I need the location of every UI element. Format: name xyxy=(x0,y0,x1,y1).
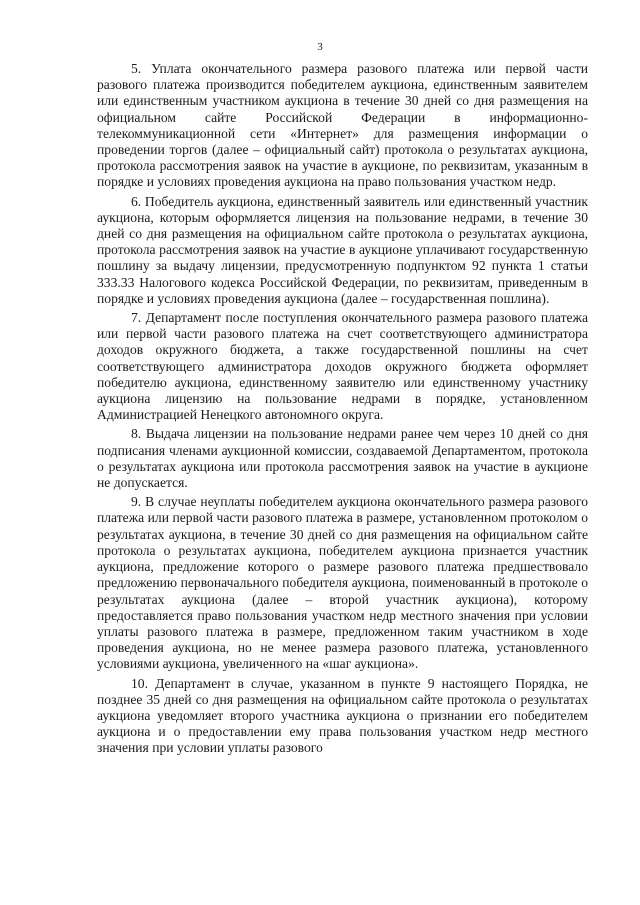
paragraph-9: 9. В случае неуплаты победителем аукциона окончательного размера разового платежа или первой части разового платежа в размере, установленном протоколом о результатах аукциона, в течение 30 дней со дня размещения на официальном сайте протокола о результатах аукциона, победителем аукциона признается участник аукциона, предложение которого о размере разового платежа предшествовало предложению первоначального победителя аукциона, поименованный в протоколе о результатах аукциона (далее – второй участник аукциона), которому предоставляется право пользования участком недр местного значения при условии уплаты разового платежа в размере, предложенном таким участником в ходе проведения аукциона, но не менее размера разового платежа, установленного условиями аукциона, увеличенного на «шаг аукциона». xyxy=(97,494,588,672)
page-number: 3 xyxy=(317,41,323,53)
paragraph-7: 7. Департамент после поступления окончательного размера разового платежа или первой части разового платежа на счет соответствующего администратора доходов окружного бюджета, а также государственной пошлины на счет соответствующего администратора доходов окружного бюджета оформляет победителю аукциона, единственному заявителю или единственному участнику аукциона лицензию на пользование недрами в порядке, установленном Администрацией Ненецкого автономного округа. xyxy=(97,310,588,423)
paragraph-6: 6. Победитель аукциона, единственный заявитель или единственный участник аукциона, которым оформляется лицензия на пользование недрами, в течение 30 дней со дня размещения на официальном сайте протокола о результатах аукциона, протокола рассмотрения заявок на участие в аукционе уплачивают государственную пошлину за выдачу лицензии, предусмотренную подпунктом 92 пункта 1 статьи 333.33 Налогового кодекса Российской Федерации, по реквизитам, приведенным в порядке и условиях проведения аукциона (далее – государственная пошлина). xyxy=(97,193,588,306)
document-body xyxy=(97,61,588,760)
paragraph-10: 10. Департамент в случае, указанном в пункте 9 настоящего Порядка, не позднее 35 дней со дня размещения на официальном сайте протокола о результатах аукциона уведомляет второго участника аукциона о признании его победителем аукциона и о предоставлении ему права пользования участком недр местного значения при условии уплаты разового xyxy=(97,675,588,756)
paragraph-8: 8. Выдача лицензии на пользование недрами ранее чем через 10 дней со дня подписания членами аукционной комиссии, создаваемой Департаментом, протокола о результатах аукциона или протокола рассмотрения заявок на участие в аукционе не допускается. xyxy=(97,426,588,491)
paragraph-5: 5. Уплата окончательного размера разового платежа или первой части разового платежа производится победителем аукциона, единственным заявителем или единственным участником аукциона в течение 30 дней со дня размещения на официальном сайте Российской Федерации в информационно-телекоммуникационной сети «Интернет» для размещения информации о проведении торгов (далее – официальный сайт) протокола о результатах аукциона, протокола рассмотрения заявок на участие в аукционе, по реквизитам, указанным в порядке и условиях проведения аукциона на право пользования участком недр. xyxy=(97,61,588,190)
